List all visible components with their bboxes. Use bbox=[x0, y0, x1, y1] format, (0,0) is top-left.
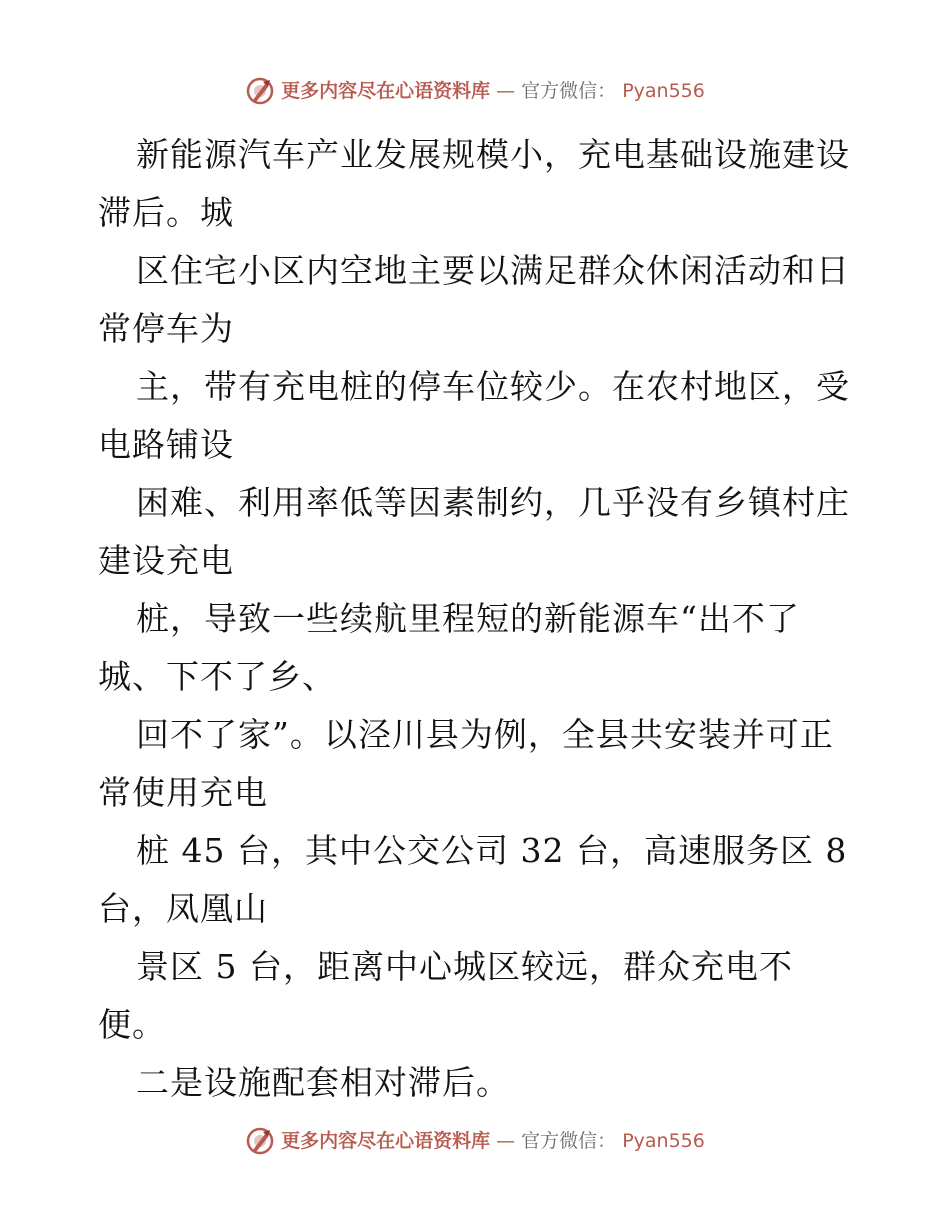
text-line: 台，凤凰山 bbox=[98, 889, 268, 928]
text-line: 新能源汽车产业发展规模小，充电基础设施建设 bbox=[136, 135, 850, 174]
watermark-header bbox=[0, 76, 950, 106]
text-line: 城、下不了乡、 bbox=[98, 657, 336, 696]
text-line: 便。 bbox=[98, 1005, 166, 1044]
text-line: 回不了家”。以泾川县为例，全县共安装并可正 bbox=[136, 715, 834, 754]
text-line: 滞后。城 bbox=[98, 193, 234, 232]
text-line: 常停车为 bbox=[98, 309, 234, 348]
text-line: 二是设施配套相对滞后。 bbox=[136, 1063, 510, 1102]
watermark-dash: — bbox=[496, 80, 516, 102]
watermark-footer bbox=[0, 1126, 950, 1156]
text-line: 建设充电 bbox=[98, 541, 234, 580]
document-body bbox=[98, 126, 858, 1112]
watermark-brand: 更多内容尽在心语资料库 bbox=[281, 80, 491, 102]
watermark-label: 官方微信： bbox=[521, 80, 617, 102]
logo-icon bbox=[245, 76, 275, 106]
watermark-id: Pyan556 bbox=[622, 80, 705, 102]
text-line: 桩 45 台，其中公交公司 32 台，高速服务区 8 bbox=[136, 831, 848, 870]
watermark-dash: — bbox=[496, 1130, 516, 1152]
text-line: 区住宅小区内空地主要以满足群众休闲活动和日 bbox=[136, 251, 850, 290]
watermark-label: 官方微信： bbox=[521, 1130, 617, 1152]
text-line: 景区 5 台，距离中心城区较远，群众充电不 bbox=[136, 947, 793, 986]
watermark-brand: 更多内容尽在心语资料库 bbox=[281, 1130, 491, 1152]
text-line: 困难、利用率低等因素制约，几乎没有乡镇村庄 bbox=[136, 483, 850, 522]
watermark-id: Pyan556 bbox=[622, 1130, 705, 1152]
text-line: 桩，导致一些续航里程短的新能源车“出不了 bbox=[136, 599, 800, 638]
text-line: 常使用充电 bbox=[98, 773, 268, 812]
text-line: 主，带有充电桩的停车位较少。在农村地区，受 bbox=[136, 367, 850, 406]
text-line: 电路铺设 bbox=[98, 425, 234, 464]
logo-icon bbox=[245, 1126, 275, 1156]
